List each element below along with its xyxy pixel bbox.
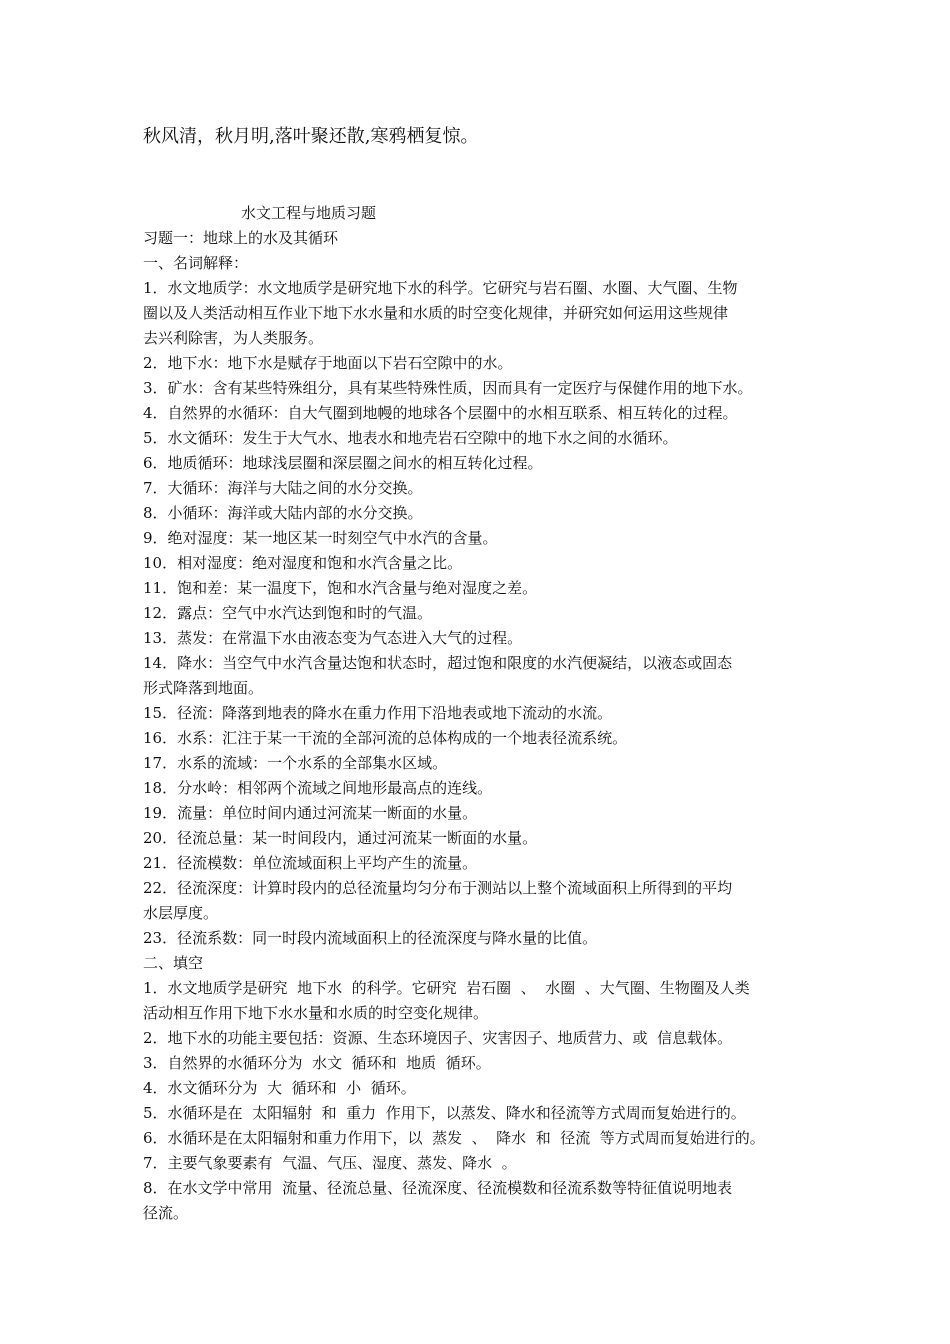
text-line: 15．径流：降落到地表的降水在重力作用下沿地表或地下流动的水流。 [143,704,613,722]
text-line: 13．蒸发：在常温下水由液态变为气态进入大气的过程。 [143,629,523,647]
text-line: 活动相互作用下地下水水量和水质的时空变化规律。 [143,1004,489,1022]
text-line: 3．矿水：含有某些特殊组分，具有某些特殊性质，因而具有一定医疗与保健作用的地下水。 [143,379,753,397]
text-line: 12．露点：空气中水汽达到饱和时的气温。 [143,604,433,622]
text-line: 8．在水文学中常用 流量、径流总量、径流深度、径流模数和径流系数等特征值说明地表 [143,1179,733,1197]
text-line: 2．地下水：地下水是赋存于地面以下岩石空隙中的水。 [143,354,513,372]
text-line: 21．径流模数：单位流域面积上平均产生的流量。 [143,854,478,872]
text-line: 11．饱和差：某一温度下，饱和水汽含量与绝对湿度之差。 [143,579,538,597]
text-line: 14．降水：当空气中水汽含量达饱和状态时，超过饱和限度的水汽便凝结，以液态或固态 [143,654,733,672]
text-line: 去兴利除害，为人类服务。 [143,329,324,347]
text-line: 4．自然界的水循环：自大气圈到地幔的地球各个层圈中的水相互联系、相互转化的过程。 [143,404,738,422]
exercise-body [143,201,823,1226]
text-line: 1．水文地质学：水文地质学是研究地下水的科学。它研究与岩石圈、水圈、大气圈、生物 [143,279,738,297]
text-line: 19．流量：单位时间内通过河流某一断面的水量。 [143,804,478,822]
text-line: 8．小循环：海洋或大陆内部的水分交换。 [143,504,423,522]
text-line: 23．径流系数：同一时段内流域面积上的径流深度与降水量的比值。 [143,929,598,947]
text-line: 4．水文循环分为 大 循环和 小 循环。 [143,1079,416,1097]
text-line: 6．地质循环：地球浅层圈和深层圈之间水的相互转化过程。 [143,454,543,472]
text-line: 一、名词解释： [143,254,249,272]
text-line: 22．径流深度：计算时段内的总径流量均匀分布于测站以上整个流域面积上所得到的平均 [143,879,733,897]
text-line: 6．水循环是在太阳辐射和重力作用下，以 蒸发 、 降水 和 径流 等方式周而复始进行的。 [143,1129,765,1147]
text-line: 18．分水岭：相邻两个流域之间地形最高点的连线。 [143,779,493,797]
poem-line: 秋风清，秋月明,落叶聚还散,寒鸦栖复惊。 [143,126,479,147]
text-line: 17．水系的流域：一个水系的全部集水区域。 [143,754,448,772]
text-line: 形式降落到地面。 [143,679,264,697]
text-line: 5．水循环是在 太阳辐射 和 重力 作用下，以蒸发、降水和径流等方式周而复始进行的。 [143,1104,746,1122]
text-line: 7．主要气象要素有 气温、气压、湿度、蒸发、降水 。 [143,1154,517,1172]
text-line: 5．水文循环：发生于大气水、地表水和地壳岩石空隙中的地下水之间的水循环。 [143,429,678,447]
text-line: 水层厚度。 [143,904,219,922]
text-line: 圈以及人类活动相互作业下地下水水量和水质的时空变化规律，并研究如何运用这些规律 [143,304,729,322]
text-line: 习题一：地球上的水及其循环 [143,229,339,247]
text-line: 10．相对湿度：绝对湿度和饱和水汽含量之比。 [143,554,463,572]
text-line: 1．水文地质学是研究 地下水 的科学。它研究 岩石圈 、 水圈 、大气圈、生物圈及人类 [143,979,750,997]
text-line: 20．径流总量：某一时间段内，通过河流某一断面的水量。 [143,829,538,847]
text-line: 2．地下水的功能主要包括：资源、生态环境因子、灾害因子、地质营力、或 信息载体。 [143,1029,733,1047]
text-line: 3．自然界的水循环分为 水文 循环和 地质 循环。 [143,1054,491,1072]
text-line: 9．绝对湿度：某一地区某一时刻空气中水汽的含量。 [143,529,498,547]
text-lines [143,226,823,1226]
text-line: 7．大循环：海洋与大陆之间的水分交换。 [143,479,423,497]
text-line: 二、填空 [143,954,204,972]
document-title: 水文工程与地质习题 [241,204,377,222]
text-line: 16．水系：汇注于某一干流的全部河流的总体构成的一个地表径流系统。 [143,729,628,747]
text-line: 径流。 [143,1204,189,1222]
